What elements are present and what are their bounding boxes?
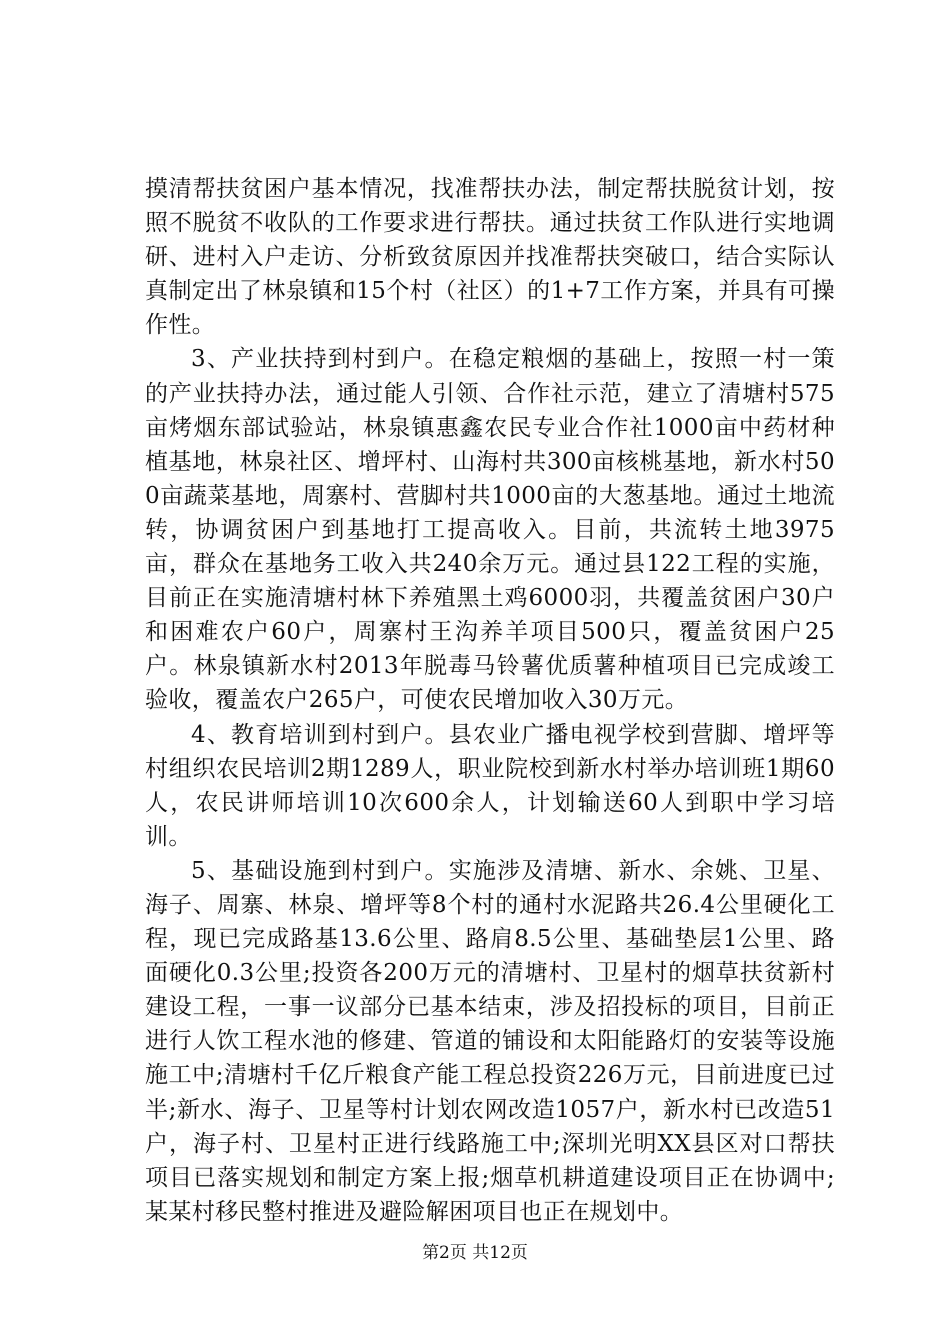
paragraph-education-training: 4、教育培训到村到户。县农业广播电视学校到营脚、增坪等村组织农民培训2期1289人，职业院校到新水村举办培训班1期60人，农民讲师培训10次600余人，计划输送60人到职中学习培训。 — [145, 721, 835, 850]
paragraph-industry-support: 3、产业扶持到村到户。在稳定粮烟的基础上，按照一村一策的产业扶持办法，通过能人引领、合作社示范，建立了清塘村575亩烤烟东部试验站，林泉镇惠鑫农民专业合作社1000亩中药材种植基地，林泉社区、增坪村、山海村共300亩核桃基地，新水村500亩蔬菜基地，周寨村、营脚村共1000亩的大葱基地。通过土地流转，协调贫困户到基地打工提高收入。目前，共流转土地3975亩，群众在基地务工收入共240余万元。通过县122工程的实施，目前正在实施清塘村林下养殖黑土鸡6000羽，共覆盖贫困户30户和困难农户60户，周寨村王沟养羊项目500只，覆盖贫困户25户。林泉镇新水村2013年脱毒马铃薯优质薯种植项目已完成竣工验收，覆盖农户265户，可使农民增加收入30万元。 — [145, 346, 835, 714]
page-number-footer: 第2页 共12页 — [422, 1243, 528, 1263]
document-body — [145, 172, 835, 1229]
paragraph-continued: 摸清帮扶贫困户基本情况，找准帮扶办法，制定帮扶脱贫计划，按照不脱贫不收队的工作要求进行帮扶。通过扶贫工作队进行实地调研、进村入户走访、分析致贫原因并找准帮扶突破口，结合实际认真制定出了林泉镇和15个村（社区）的1+7工作方案，并具有可操作性。 — [145, 176, 835, 339]
paragraph-infrastructure: 5、基础设施到村到户。实施涉及清塘、新水、余姚、卫星、海子、周寨、林泉、增坪等8个村的通村水泥路共26.4公里硬化工程，现已完成路基13.6公里、路肩8.5公里、基础垫层1公里、路面硬化0.3公里;投资各200万元的清塘村、卫星村的烟草扶贫新村建设工程，一事一议部分已基本结束，涉及招投标的项目，目前正进行人饮工程水池的修建、管道的铺设和太阳能路灯的安装等设施施工中;清塘村千亿斤粮食产能工程总投资226万元，目前进度已过半;新水、海子、卫星等村计划农网改造1057户，新水村已改造51户，海子村、卫星村正进行线路施工中;深圳光明XX县区对口帮扶项目已落实规划和制定方案上报;烟草机耕道建设项目正在协调中;某某村移民整村推进及避险解困项目也正在规划中。 — [145, 857, 835, 1225]
